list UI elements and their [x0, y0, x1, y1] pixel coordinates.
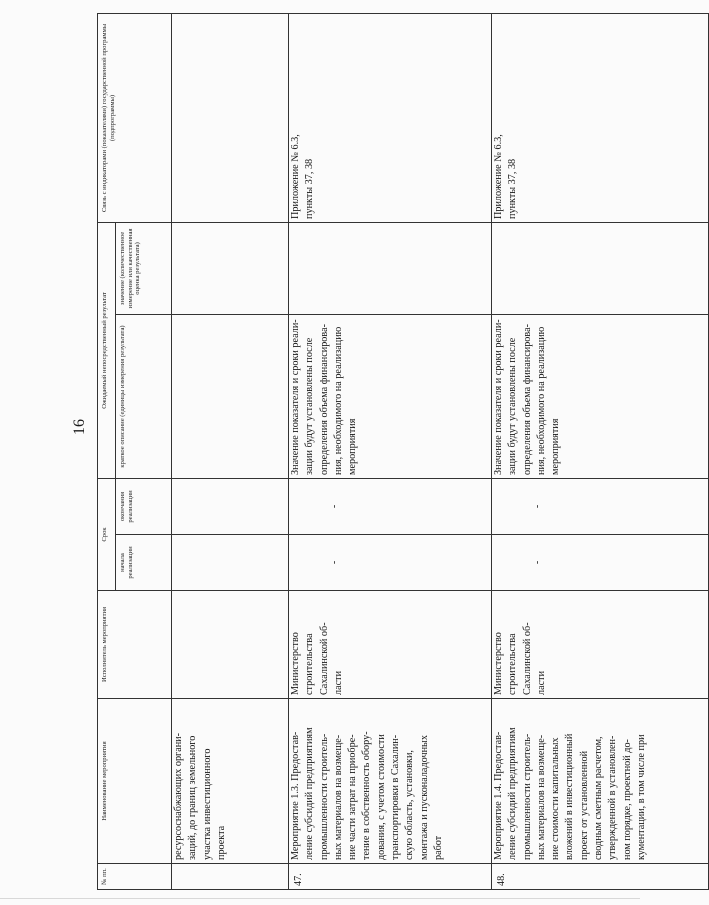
row-link: Приложение № 6.3, пункты 37, 38 [492, 13, 709, 222]
header-term: Срок [98, 478, 116, 590]
header-result-value: значение (количественное измерение или качественная оценка результата) [116, 222, 172, 314]
row-name: Мероприятие 1.4. Предостав- ление субсидий предприятиям промышленности строитель- ных материалов на возмеще- ние стоимости капитальных вложений в инвестиционный проект от установленной сводным сметным расчетом, утвержденной в установлен- ном порядке, проектной до- кументации, в том числе при [492, 699, 709, 864]
table-row [492, 13, 709, 889]
table-row [172, 13, 289, 889]
rotated-table-container [97, 14, 647, 890]
measures-table [97, 13, 709, 890]
table-row [289, 13, 492, 889]
row-executor [172, 591, 289, 699]
row-name: Мероприятие 1.3. Предостав- ление субсидий предприятиям промышленности строитель- ных материалов на возмеще- ние части затрат на приобре- тение в собственность обору- дования, с учетом стоимости транспортировки в Сахалин- скую область, установки, монтажа и пусконаладочных работ [289, 699, 492, 864]
row-start: - [289, 535, 492, 591]
scan-edge [0, 898, 640, 899]
row-num [172, 864, 289, 890]
row-link [172, 13, 289, 222]
row-link: Приложение № 6.3, пункты 37, 38 [289, 13, 492, 222]
row-num: 47. [289, 864, 492, 890]
header-term-start: начала реализации [116, 535, 172, 591]
header-executor: Исполнитель мероприятия [98, 591, 172, 699]
row-name: ресурсоснабжающих органи- заций, до границ земельного участка инвестиционного проекта [172, 699, 289, 864]
header-link: Связь с индикаторами (показателями) государственной программы (подпрограммы) [98, 13, 172, 222]
row-result [172, 314, 289, 478]
header-result: Ожидаемый непосредственный результат [98, 222, 116, 478]
row-start: - [492, 535, 709, 591]
row-result: Значение показателя и сроки реали- зации будут установлены после определения объема финансирова- ния, необходимого на реализацию мероприятия [492, 314, 709, 478]
header-term-end: окончания реализации [116, 478, 172, 534]
row-end: - [492, 478, 709, 534]
row-result: Значение показателя и сроки реали- зации будут установлены после определения объема финансирова- ния, необходимого на реализацию мероприятия [289, 314, 492, 478]
header-name: Наименование мероприятия [98, 699, 172, 864]
header-row-1 [98, 13, 116, 889]
row-end [172, 478, 289, 534]
row-start [172, 535, 289, 591]
row-value [172, 222, 289, 314]
page-number: 16 [71, 419, 88, 435]
row-end: - [289, 478, 492, 534]
row-executor: Министерство строительства Сахалинской об- ласти [492, 591, 709, 699]
header-result-desc: краткое описание (единицы измерения результата) [116, 314, 172, 478]
row-num: 48. [492, 864, 709, 890]
row-executor: Министерство строительства Сахалинской об- ласти [289, 591, 492, 699]
row-value [492, 222, 709, 314]
header-num: № пп. [98, 864, 172, 890]
row-value [289, 222, 492, 314]
